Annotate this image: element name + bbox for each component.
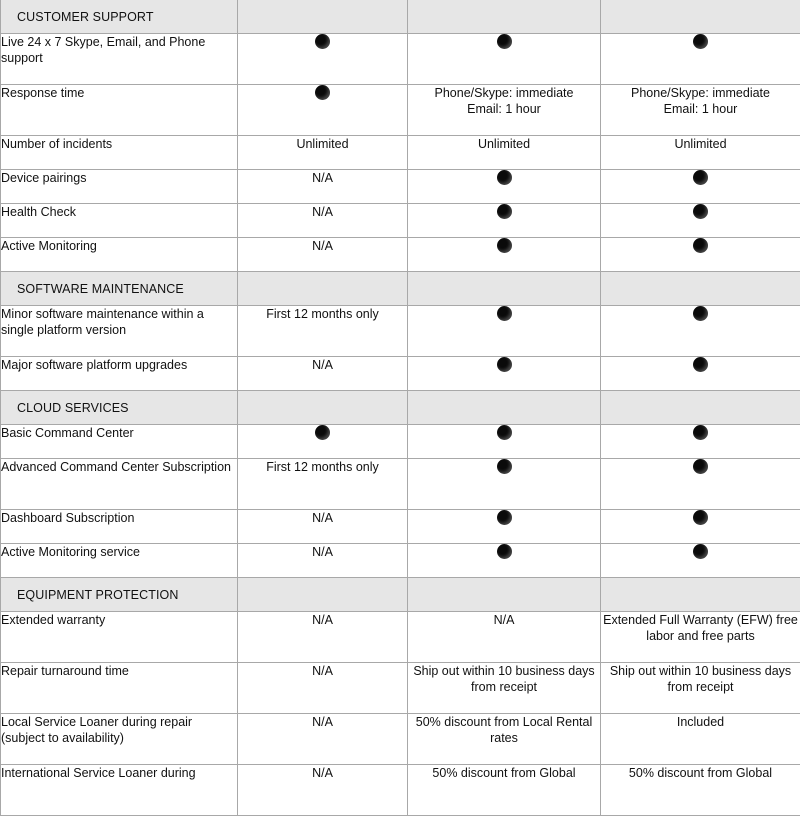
feature-value bbox=[601, 544, 800, 578]
included-dot-icon bbox=[497, 34, 512, 49]
included-dot-icon bbox=[497, 238, 512, 253]
feature-value: N/A bbox=[238, 663, 408, 714]
included-dot-icon bbox=[693, 306, 708, 321]
feature-label: Active Monitoring service bbox=[1, 544, 238, 578]
feature-value: First 12 months only bbox=[238, 459, 408, 510]
feature-value bbox=[408, 306, 601, 357]
included-dot-icon bbox=[497, 357, 512, 372]
feature-value bbox=[238, 425, 408, 459]
feature-value: N/A bbox=[238, 612, 408, 663]
section-title: SOFTWARE MAINTENANCE bbox=[1, 272, 238, 306]
feature-value: N/A bbox=[238, 544, 408, 578]
feature-value bbox=[238, 34, 408, 85]
included-dot-icon bbox=[497, 544, 512, 559]
feature-value bbox=[408, 204, 601, 238]
feature-value bbox=[408, 170, 601, 204]
table-row bbox=[1, 357, 800, 391]
feature-label: Health Check bbox=[1, 204, 238, 238]
section-title: EQUIPMENT PROTECTION bbox=[1, 578, 238, 612]
included-dot-icon bbox=[693, 204, 708, 219]
included-dot-icon bbox=[693, 425, 708, 440]
feature-label: Number of incidents bbox=[1, 136, 238, 170]
feature-label: Dashboard Subscription bbox=[1, 510, 238, 544]
feature-label: Response time bbox=[1, 85, 238, 136]
feature-label: Minor software maintenance within a single platform version bbox=[1, 306, 238, 357]
feature-value bbox=[601, 357, 800, 391]
feature-label: Active Monitoring bbox=[1, 238, 238, 272]
feature-label: Local Service Loaner during repair (subject to availability) bbox=[1, 714, 238, 765]
feature-label: Advanced Command Center Subscription bbox=[1, 459, 238, 510]
included-dot-icon bbox=[497, 204, 512, 219]
included-dot-icon bbox=[497, 306, 512, 321]
table-row bbox=[1, 510, 800, 544]
feature-value: N/A bbox=[238, 510, 408, 544]
feature-label: Basic Command Center bbox=[1, 425, 238, 459]
feature-value: N/A bbox=[238, 714, 408, 765]
included-dot-icon bbox=[315, 425, 330, 440]
feature-value: Unlimited bbox=[238, 136, 408, 170]
included-dot-icon bbox=[693, 34, 708, 49]
included-dot-icon bbox=[693, 170, 708, 185]
feature-value: First 12 months only bbox=[238, 306, 408, 357]
feature-value: N/A bbox=[238, 357, 408, 391]
feature-value bbox=[408, 238, 601, 272]
feature-value bbox=[601, 425, 800, 459]
feature-value: 50% discount from Local Rental rates bbox=[408, 714, 601, 765]
feature-value bbox=[238, 85, 408, 136]
feature-label: Extended warranty bbox=[1, 612, 238, 663]
feature-value bbox=[408, 459, 601, 510]
feature-value: N/A bbox=[238, 170, 408, 204]
feature-value: Phone/Skype: immediate Email: 1 hour bbox=[408, 85, 601, 136]
feature-value: Included bbox=[601, 714, 800, 765]
table-row bbox=[1, 136, 800, 170]
feature-value: N/A bbox=[238, 765, 408, 816]
feature-value bbox=[408, 510, 601, 544]
table-row bbox=[1, 425, 800, 459]
included-dot-icon bbox=[315, 34, 330, 49]
feature-value: Extended Full Warranty (EFW) free labor and free parts bbox=[601, 612, 800, 663]
table-row bbox=[1, 663, 800, 714]
table-row bbox=[1, 204, 800, 238]
feature-value: N/A bbox=[238, 238, 408, 272]
feature-label: Major software platform upgrades bbox=[1, 357, 238, 391]
feature-value bbox=[601, 34, 800, 85]
table-row bbox=[1, 544, 800, 578]
section-title: CUSTOMER SUPPORT bbox=[1, 0, 238, 34]
feature-value bbox=[601, 510, 800, 544]
table-row bbox=[1, 85, 800, 136]
feature-value bbox=[408, 425, 601, 459]
feature-value bbox=[601, 204, 800, 238]
feature-value bbox=[408, 34, 601, 85]
table-row bbox=[1, 34, 800, 85]
included-dot-icon bbox=[497, 459, 512, 474]
included-dot-icon bbox=[693, 510, 708, 525]
feature-value: Phone/Skype: immediate Email: 1 hour bbox=[601, 85, 800, 136]
feature-value: 50% discount from Global bbox=[408, 765, 601, 816]
feature-value bbox=[408, 357, 601, 391]
feature-label: International Service Loaner during bbox=[1, 765, 238, 816]
included-dot-icon bbox=[693, 357, 708, 372]
included-dot-icon bbox=[693, 238, 708, 253]
feature-value bbox=[408, 544, 601, 578]
table-row bbox=[1, 714, 800, 765]
table-row bbox=[1, 612, 800, 663]
included-dot-icon bbox=[315, 85, 330, 100]
feature-value bbox=[601, 306, 800, 357]
section-header bbox=[1, 391, 800, 425]
included-dot-icon bbox=[497, 510, 512, 525]
feature-value: 50% discount from Global bbox=[601, 765, 800, 816]
feature-value bbox=[601, 238, 800, 272]
section-header bbox=[1, 578, 800, 612]
included-dot-icon bbox=[497, 425, 512, 440]
table-row bbox=[1, 459, 800, 510]
section-header bbox=[1, 272, 800, 306]
feature-value: Unlimited bbox=[601, 136, 800, 170]
feature-label: Live 24 x 7 Skype, Email, and Phone support bbox=[1, 34, 238, 85]
feature-value: N/A bbox=[408, 612, 601, 663]
feature-value: N/A bbox=[238, 204, 408, 238]
feature-value: Ship out within 10 business days from receipt bbox=[601, 663, 800, 714]
feature-value: Unlimited bbox=[408, 136, 601, 170]
table-row bbox=[1, 306, 800, 357]
section-header bbox=[1, 0, 800, 34]
feature-value: Ship out within 10 business days from receipt bbox=[408, 663, 601, 714]
included-dot-icon bbox=[693, 459, 708, 474]
table-row bbox=[1, 765, 800, 816]
table-row bbox=[1, 238, 800, 272]
feature-label: Repair turnaround time bbox=[1, 663, 238, 714]
feature-value bbox=[601, 170, 800, 204]
feature-value bbox=[601, 459, 800, 510]
feature-label: Device pairings bbox=[1, 170, 238, 204]
section-title: CLOUD SERVICES bbox=[1, 391, 238, 425]
table-row bbox=[1, 170, 800, 204]
included-dot-icon bbox=[497, 170, 512, 185]
included-dot-icon bbox=[693, 544, 708, 559]
